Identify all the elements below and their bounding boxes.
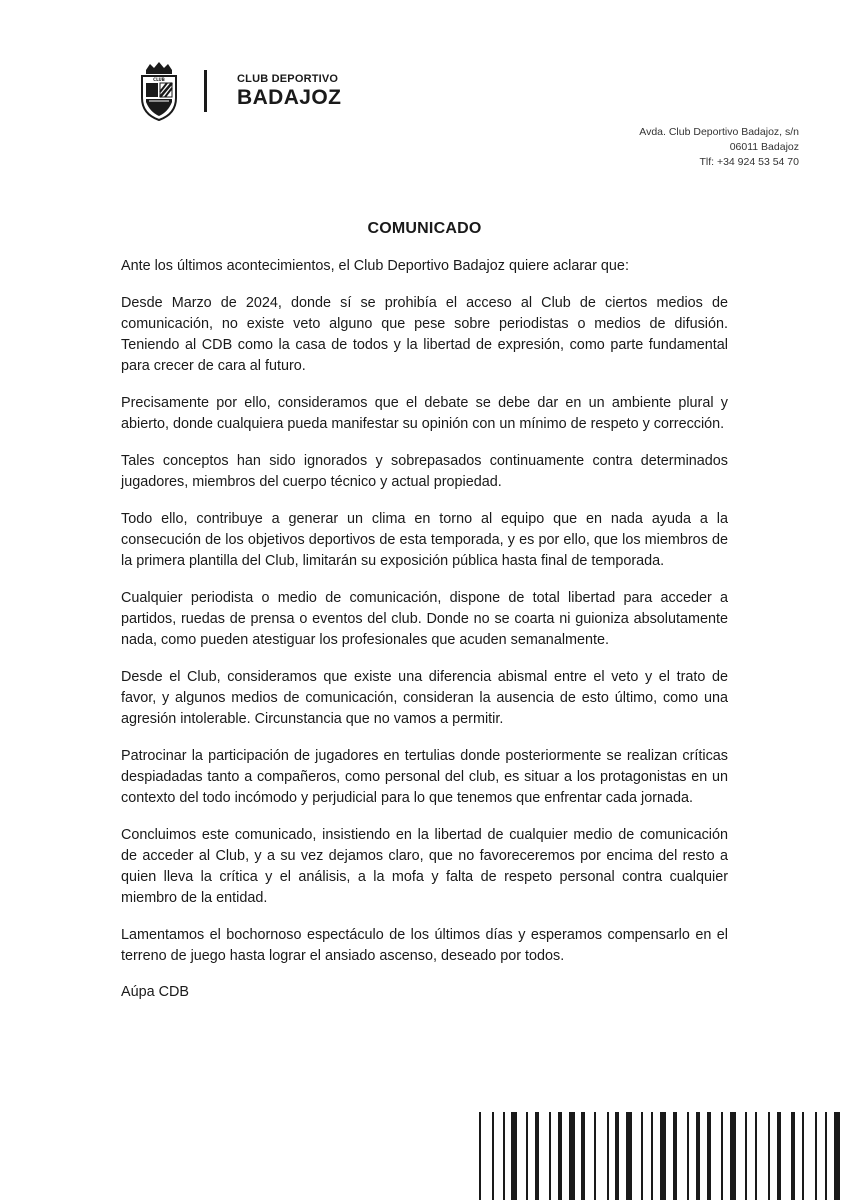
barcode-bar <box>815 1112 817 1200</box>
body-paragraph: Lamentamos el bochornoso espectáculo de los últimos días y esperamos compensarlo en el terreno de juego hasta lograr el ansiado ascenso, deseado por todos. <box>121 927 728 964</box>
barcode-bar <box>479 1112 481 1200</box>
barcode-bar <box>768 1112 770 1200</box>
crest-text: CLUB <box>153 77 165 82</box>
barcode-bar <box>569 1112 575 1200</box>
barcode-bar <box>825 1112 827 1200</box>
barcode-bar <box>526 1112 528 1200</box>
barcode-bar <box>581 1112 585 1200</box>
barcode-bar <box>755 1112 757 1200</box>
barcode-bar <box>549 1112 551 1200</box>
body-paragraph: Desde el Club, consideramos que existe una diferencia abismal entre el veto y el trato de favor, y algunos medios de comunicación, consideran la ausencia de esto último, como una agresión intolerable. Circunstancia que no vamos a permitir. <box>121 669 728 727</box>
barcode-bar <box>687 1112 689 1200</box>
body-paragraph: Desde Marzo de 2024, donde sí se prohibía el acceso al Club de ciertos medios de comunicación, no existe veto alguno que pese sobre periodistas o medios de difusión. Teniendo al CDB como la casa de todos y la libertad de expresión, como parte fundamental para crecer de cara al futuro. <box>121 295 728 374</box>
barcode-bar <box>492 1112 494 1200</box>
barcode-bar <box>626 1112 632 1200</box>
signoff: Aúpa CDB <box>121 984 189 1000</box>
barcode-bar <box>660 1112 666 1200</box>
barcode-bar <box>615 1112 619 1200</box>
barcode-bar <box>834 1112 840 1200</box>
brand-name: BADAJOZ <box>237 86 342 109</box>
club-crest-icon <box>138 60 180 122</box>
club-wordmark <box>237 74 341 108</box>
body-paragraph: Todo ello, contribuye a generar un clima en torno al equipo que en nada ayuda a la consecución de los objetivos deportivos de esta temporada, y es por ello, que los miembros de la primera plantilla del Club, limitarán su exposición pública hasta final de temporada. <box>121 511 728 569</box>
barcode-bar <box>535 1112 539 1200</box>
body-paragraph: Concluimos este comunicado, insistiendo en la libertad de cualquier medio de comunicación de acceder al Club, y a su vez dejamos claro, que no favoreceremos por encima del resto a quien lleva la crítica y el análisis, a la mofa y falta de respeto personal contra cualquier miembro de la entidad. <box>121 827 728 906</box>
barcode-bar <box>721 1112 723 1200</box>
barcode-bar <box>802 1112 804 1200</box>
body-paragraph: Tales conceptos han sido ignorados y sobrepasados continuamente contra determinados jugadores, miembros del cuerpo técnico y actual propiedad. <box>121 453 728 490</box>
barcode-bar <box>558 1112 562 1200</box>
document-body <box>121 256 728 983</box>
body-paragraph: Precisamente por ello, consideramos que el debate se debe dar en un ambiente plural y abierto, donde cualquiera pueda manifestar su opinión con un mínimo de respeto y corrección. <box>121 395 728 432</box>
barcode-bar <box>696 1112 700 1200</box>
header-divider <box>204 70 207 112</box>
barcode-bar <box>511 1112 517 1200</box>
barcode-bar <box>777 1112 781 1200</box>
address-phone: Tlf: +34 924 53 54 70 <box>699 156 799 168</box>
barcode-bar <box>641 1112 643 1200</box>
address-postcode: 06011 Badajoz <box>729 141 799 153</box>
address-street: Avda. Club Deportivo Badajoz, s/n <box>639 126 799 138</box>
body-paragraph: Cualquier periodista o medio de comunicación, dispone de total libertad para acceder a partidos, ruedas de prensa o eventos del club. Donde no se coarta ni guioniza absolutamente nada, como pueden atestiguar los profesionales que acuden semanalmente. <box>121 590 728 648</box>
barcode-bar <box>594 1112 596 1200</box>
body-paragraph: Patrocinar la participación de jugadores en tertulias donde posteriormente se realizan críticas despiadadas tanto a compañeros, como personal del club, es situar a los protagonistas en un contexto del todo incómodo y perjudicial para lo que tenemos que enfrentar cada jornada. <box>121 748 728 806</box>
barcode-bar <box>707 1112 711 1200</box>
barcode-bar <box>607 1112 609 1200</box>
barcode-bar <box>730 1112 736 1200</box>
barcode-bar <box>673 1112 677 1200</box>
barcode-bar <box>503 1112 505 1200</box>
intro-paragraph: Ante los últimos acontecimientos, el Club Deportivo Badajoz quiere aclarar que: <box>121 258 629 274</box>
letterhead <box>138 60 341 122</box>
barcode-bar <box>651 1112 653 1200</box>
barcode-graphic <box>469 1112 849 1200</box>
document-title: COMUNICADO <box>367 220 482 237</box>
barcode-bar <box>791 1112 795 1200</box>
barcode-bar <box>745 1112 747 1200</box>
brand-subtitle: CLUB DEPORTIVO <box>237 73 339 85</box>
club-address <box>639 125 799 170</box>
